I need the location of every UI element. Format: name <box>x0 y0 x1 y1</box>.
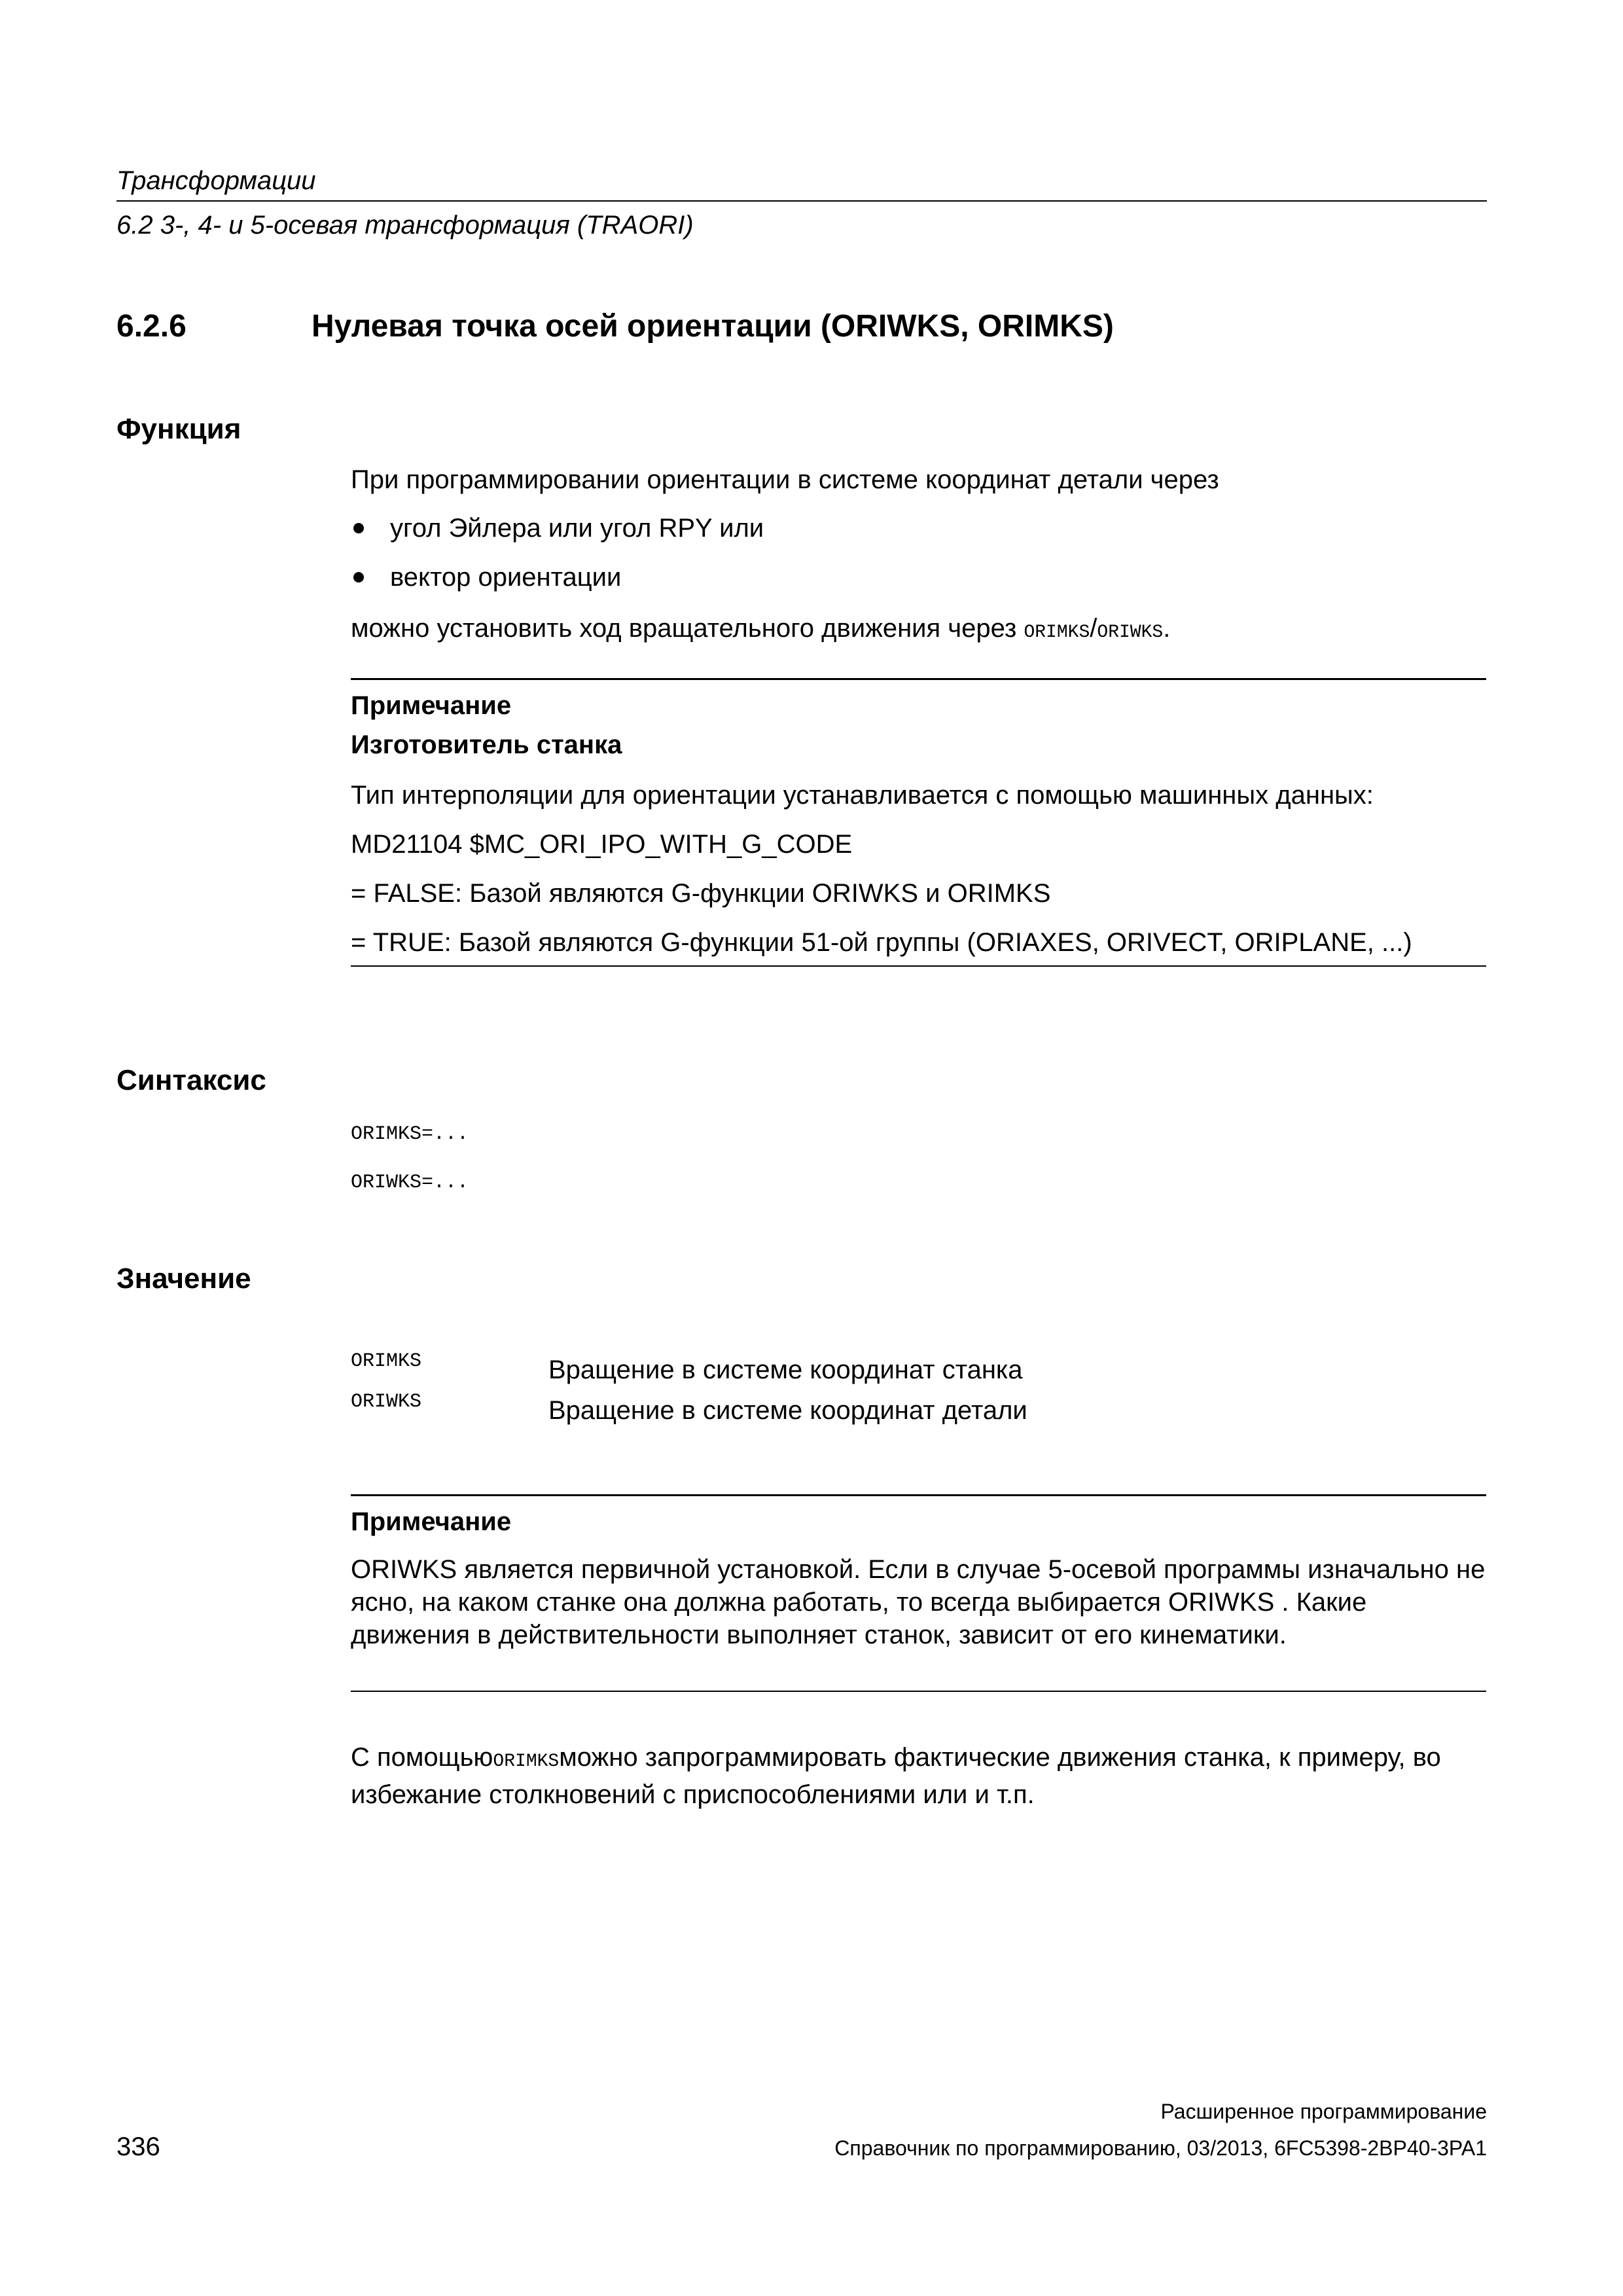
syntax-line: ORIMKS=... <box>351 1123 469 1145</box>
note-subtitle: Изготовитель станка <box>351 730 622 759</box>
section-title: Нулевая точка осей ориентации (ORIWKS, ORIMKS) <box>312 309 1114 344</box>
meaning-term: ORIMKS <box>351 1350 422 1372</box>
syntax-line: ORIWKS=... <box>351 1172 469 1194</box>
note-title: Примечание <box>351 1507 512 1536</box>
code-orimks: ORIMKS <box>493 1751 560 1772</box>
code-orimks: ORIMKS <box>1024 622 1090 643</box>
note-bottom-rule <box>351 1691 1486 1692</box>
page-number: 336 <box>116 2132 160 2161</box>
section-number: 6.2.6 <box>116 309 187 344</box>
bullet-dot <box>353 572 364 583</box>
note-paragraph: ORIWKS является первичной установкой. Если в случае 5-осевой программы изначально не ясно, на каком станке она должна работать, то всегда выбирается ORIWKS . Какие движения в действительности выполняет станок, зависит от его кинематики. <box>351 1555 1486 1649</box>
footer-title: Расширенное программирование <box>1160 2100 1487 2123</box>
meaning-term: ORIWKS <box>351 1391 422 1413</box>
bullet-dot <box>353 523 364 533</box>
note-top-rule <box>351 1494 1486 1496</box>
syntax-heading: Синтаксис <box>116 1064 266 1096</box>
closing-paragraph <box>351 1741 1486 1811</box>
note-line: MD21104 $MC_ORI_IPO_WITH_G_CODE <box>351 830 853 859</box>
running-header-section: 6.2 3-, 4- и 5-осевая трансформация (TRAORI) <box>116 211 694 240</box>
meaning-desc: Вращение в системе координат детали <box>548 1396 1027 1425</box>
note-line: = TRUE: Базой являются G-функции 51-ой группы (ORIAXES, ORIVECT, ORIPLANE, ...) <box>351 928 1412 957</box>
note-title: Примечание <box>351 691 512 720</box>
meaning-desc: Вращение в системе координат станка <box>548 1355 1023 1384</box>
outro-suffix: . <box>1163 614 1171 643</box>
running-header-chapter: Трансформации <box>116 166 316 195</box>
header-divider <box>116 200 1487 202</box>
footer-reference: Справочник по программированию, 03/2013, 6FC5398-2BP40-3PA1 <box>834 2136 1487 2160</box>
note-bottom-rule <box>351 965 1486 967</box>
outro-separator: / <box>1090 614 1097 643</box>
bullet-item: угол Эйлера или угол RPY или <box>390 514 764 543</box>
note-top-rule <box>351 678 1486 680</box>
meaning-heading: Значение <box>116 1263 251 1295</box>
function-outro <box>351 612 1170 649</box>
function-heading: Функция <box>116 413 241 445</box>
function-outro-text: можно установить ход вращательного движения через <box>351 614 1024 643</box>
note-line: Тип интерполяции для ориентации устанавливается с помощью машинных данных: <box>351 781 1374 810</box>
code-oriwks: ORIWKS <box>1097 622 1164 643</box>
closing-suffix: можно запрограммировать фактические движения станка, к примеру, во избежание столкновений с приспособлениями или и т.п. <box>351 1743 1441 1809</box>
function-intro: При программировании ориентации в системе координат детали через <box>351 465 1219 494</box>
note-line: = FALSE: Базой являются G-функции ORIWKS и ORIMKS <box>351 879 1051 908</box>
closing-prefix: С помощью <box>351 1743 493 1772</box>
bullet-item: вектор ориентации <box>390 563 622 592</box>
